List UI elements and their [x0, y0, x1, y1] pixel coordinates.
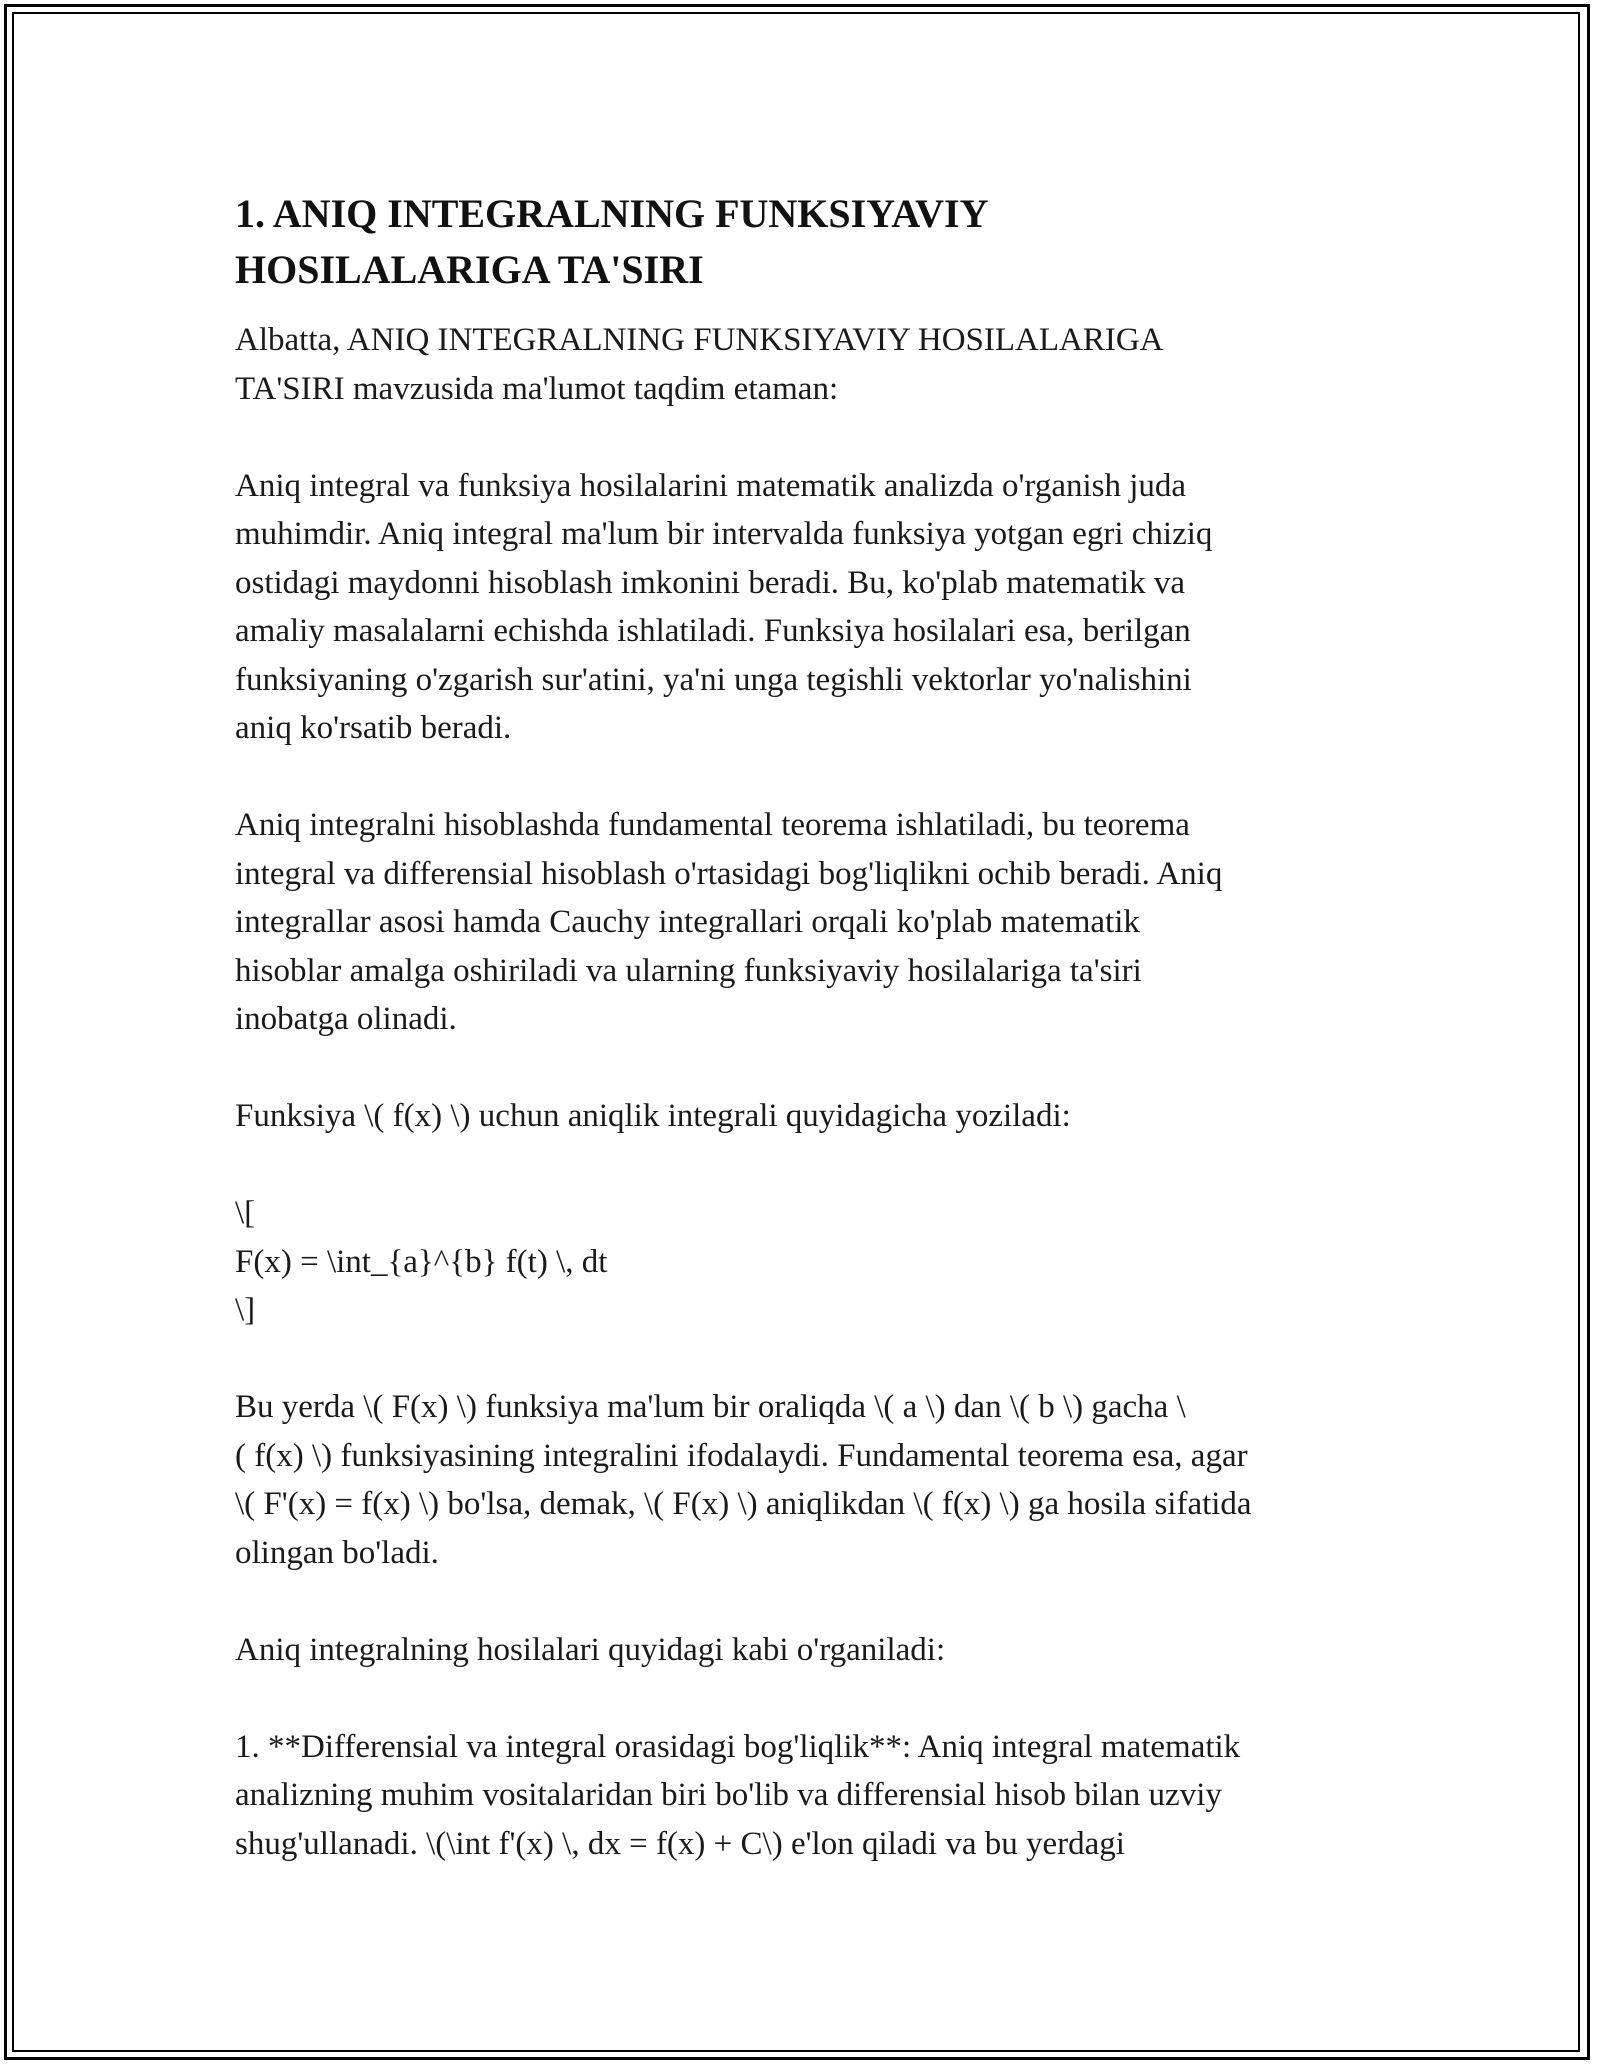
paragraph-formula-intro: Funksiya \( f(x) \) uchun aniqlik integrali quyidagicha yoziladi:	[235, 1098, 1071, 1134]
paragraph-definition: Aniq integral va funksiya hosilalarini matematik analizda o'rganish juda muhimdir. Aniq integral ma'lum bir intervalda funksiya yotgan egri chiziq ostidagi maydonni hisoblash imkonini beradi. Bu, ko'plab matematik va amaliy masalalarni echishda ishlatiladi. Funksiya hosilalari esa, berilgan funksiyaning o'zgarish sur'atini, ya'ni unga tegishli vektorlar yo'nalishini aniq ko'rsatib beradi.	[235, 467, 1213, 746]
title-line-2: HOSILALARIGA TA'SIRI	[235, 247, 704, 292]
paragraph-explanation: Bu yerda \( F(x) \) funksiya ma'lum bir oraliqda \( a \) dan \( b \) gacha \ ( f(x) \) funksiyasining integralini ifodalaydi. Fundamental teorema esa, agar \( F'(x) = f(x) \) bo'lsa, demak, \( F(x) \) aniqlikdan \( f(x) \) ga hosila sifatida olingan bo'ladi.	[235, 1389, 1252, 1571]
list-item: 1. **Differensial va integral orasidagi bog'liqlik**: Aniq integral matematik analizning muhim vositalaridan biri bo'lib va differensial hisob bilan uzviy shug'ullanadi. \(\int f'(x) \, dx = f(x) + C\) e'lon qiladi va bu yerdagi	[235, 1728, 1241, 1862]
formula-close: \]	[235, 1292, 256, 1328]
document-body	[235, 186, 1385, 1868]
paragraph-list-intro: Aniq integralning hosilalari quyidagi kabi o'rganiladi:	[235, 1631, 946, 1668]
paragraph-fundamental-theorem: Aniq integralni hisoblashda fundamental teorema ishlatiladi, bu teorema integral va differensial hisoblash o'rtasidagi bog'liqlikni ochib beradi. Aniq integrallar asosi hamda Cauchy integrallari orqali ko'plab matematik hisoblar amalga oshiriladi va ularning funksiyaviy hosilalariga ta'siri inobatga olinadi.	[235, 807, 1223, 1037]
title-line-1: 1. ANIQ INTEGRALNING FUNKSIYAVIY	[235, 191, 989, 236]
formula-block	[235, 1189, 1385, 1335]
intro-paragraph: Albatta, ANIQ INTEGRALNING FUNKSIYAVIY HOSILALARIGA TA'SIRI mavzusida ma'lumot taqdim etaman:	[235, 322, 1164, 407]
document-title	[235, 186, 1235, 298]
formula-body: F(x) = \int_{a}^{b} f(t) \, dt	[235, 1243, 608, 1280]
formula-open: \[	[235, 1195, 256, 1231]
